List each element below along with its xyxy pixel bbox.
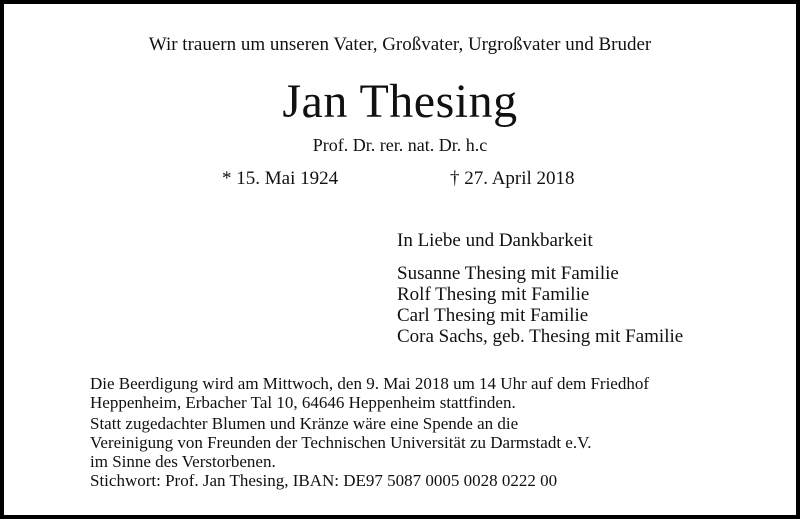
info-line: Statt zugedachter Blumen und Kränze wäre eine Spende an die (90, 414, 519, 433)
info-line: Stichwort: Prof. Jan Thesing, IBAN: DE97 5087 0005 0028 0222 00 (90, 471, 558, 490)
info-line: Heppenheim, Erbacher Tal 10, 64646 Heppenheim stattfinden. (90, 393, 516, 412)
gratitude-line: In Liebe und Dankbarkeit (397, 230, 593, 251)
intro-line: Wir trauern um unseren Vater, Großvater, Urgroßvater und Bruder (148, 34, 652, 55)
info-line: Die Beerdigung wird am Mittwoch, den 9. Mai 2018 um 14 Uhr auf dem Friedhof (90, 374, 650, 393)
mourner-item: Rolf Thesing mit Familie (397, 284, 590, 305)
mourner-item: Cora Sachs, geb. Thesing mit Familie (397, 326, 684, 347)
birth-date: * 15. Mai 1924 (222, 168, 339, 189)
academic-title: Prof. Dr. rer. nat. Dr. h.c (312, 135, 488, 155)
mourner-item: Susanne Thesing mit Familie (397, 263, 619, 284)
info-line: Vereinigung von Freunden der Technischen Universität zu Darmstadt e.V. (90, 433, 592, 452)
funeral-info (90, 374, 649, 490)
mourner-item: Carl Thesing mit Familie (397, 305, 589, 326)
deceased-name: Jan Thesing (282, 75, 518, 128)
mourners-list (397, 263, 683, 347)
info-line: im Sinne des Verstorbenen. (90, 452, 276, 471)
death-date: † 27. April 2018 (450, 168, 575, 189)
